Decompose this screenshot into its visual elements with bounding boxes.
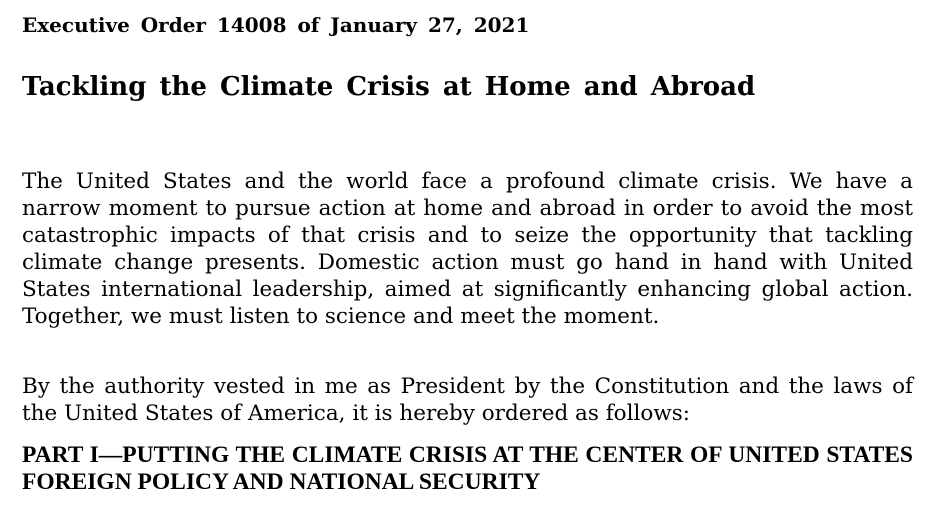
document-title: Tackling the Climate Crisis at Home and Abroad	[22, 72, 756, 102]
body-paragraph-intro: The United States and the world face a profound climate crisis. We have a narrow moment to pursue action at home and abroad in order to avoid the most catastrophic impacts of that crisis and to seize the opportunity that tackling climate change presents. Domestic action must go hand in hand with United States international leadership, aimed at significantly enhancing global action. Together, we must listen to science and meet the moment.	[22, 169, 913, 329]
body-paragraph-authority: By the authority vested in me as President by the Constitution and the laws of the United States of America, it is hereby ordered as follows:	[22, 374, 913, 426]
executive-order-line: Executive Order 14008 of January 27, 2021	[22, 13, 530, 37]
part-heading: PART I—PUTTING THE CLIMATE CRISIS AT THE CENTER OF UNITED STATES FOREIGN POLICY AND NATIONAL SECURITY	[22, 442, 913, 495]
